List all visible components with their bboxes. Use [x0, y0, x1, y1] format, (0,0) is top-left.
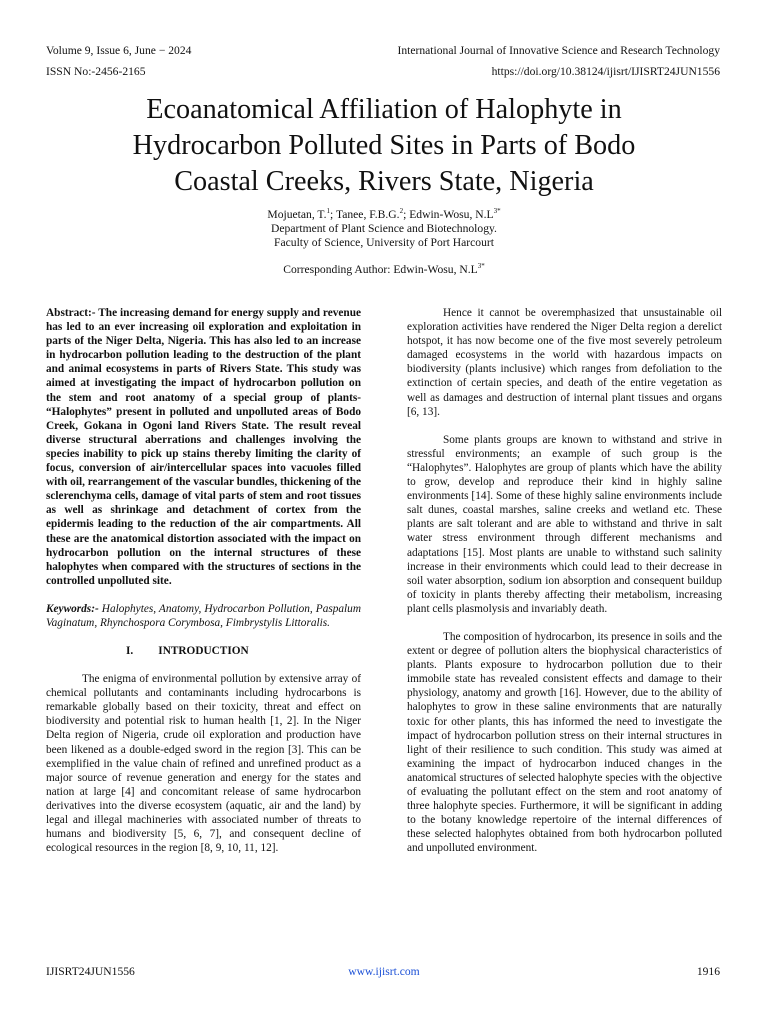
author-name: ; Tanee, F.B.G. — [330, 208, 400, 221]
body-paragraph: Some plants groups are known to withstand and strive in stressful environments; an example of such group is the “Halophytes”. Halophytes are group of plants which have the ability to grow, develop and reproduce their kind in highly saline environments [14]. Some of these highly saline environments include salt dunes, coastal marshes, saline creeks and wetland etc. These plants are salt tolerant and are able to withstand and thrive in salt water stress environment through different mechanisms and adaptations [15]. Most plants are unable to withstand such salinity increase in their environments which could lead to their decrease in soil water absorption, sodium ion absorption and consequent buildup of toxicity in plants thereby affecting their metabolism, increasing plant cells plasmolysis and invariably death. — [407, 433, 722, 615]
journal-name: International Journal of Innovative Science and Research Technology — [397, 44, 720, 57]
affiliation-department: Department of Plant Science and Biotechnology. — [271, 222, 497, 235]
section-heading — [46, 644, 361, 658]
corresponding-author: Corresponding Author: Edwin-Wosu, $N.L^{3*}$ — [283, 262, 485, 276]
title-line: Hydrocarbon Polluted Sites in Parts of Bodo — [132, 130, 636, 161]
author-list — [0, 208, 768, 222]
doi-link[interactable]: https://doi.org/10.38124/ijisrt/IJISRT24JUN1556 — [491, 65, 720, 78]
intro-paragraph: The enigma of environmental pollution by extensive array of chemical pollutants and contaminants including hydrocarbons is remarkable globally based on their toxicity, threat and effect on biodiversity and potential risk to human health [1, 2]. In the Niger Delta region of Nigeria, crude oil exploration and production have been likened as a double-edged sword in the region [3]. This can be exemplified in the value chain of refined and unrefined product as a major source of revenue generation and energy for the states and nation at large [4] and concomitant release of same hydrocarbon derivatives into the diverse ecosystem (aquatic, air and the land) by legal and illegal machineries with associated number of threats to humans and biodiversity [5, 6, 7], and consequent decline of ecological resources in the region [8, 9, 10, 11, 12]. — [46, 673, 361, 855]
issn: ISSN No:-2456-2165 — [46, 65, 146, 78]
affiliation-faculty: Faculty of Science, University of Port Harcourt — [274, 236, 494, 249]
page-number: 1916 — [696, 965, 720, 978]
body-paragraph: The composition of hydrocarbon, its presence in soils and the extent or degree of pollution alters the biophysical characteristics of plants. Plants exposure to hydrocarbon pollution due to their immobile state has revealed consistent effects and damage to their physiology, anatomy and growth [16]. However, due to the ability of halophytes to grow in these saline environments that are naturally toxic for other plants, this has informed the need to investigate the impact of hydrocarbon pollution stress on their internal structures in light of their resilience to such condition. This study was aimed at examining the impact of hydrocarbon induced changes in the anatomical structures of selected halophyte species with the objective of evaluating the pollutant effect on the stem and root anatomy of three halophyte species. Furthermore, it will be significant in adding to the botany knowledge repertoire of the internal differences of these selected halophytes obtained from both hydrocarbon polluted and unpolluted environment. — [407, 630, 722, 855]
author-sup: 2 — [399, 207, 404, 215]
section-number: I. — [126, 645, 134, 658]
author-sup: 3* — [493, 207, 501, 215]
keywords-label: Keywords:- — [46, 602, 99, 615]
left-column — [46, 306, 361, 869]
author-name: Mojuetan, T. — [267, 208, 327, 221]
keywords — [46, 602, 361, 630]
paper-title — [60, 92, 708, 200]
right-column — [407, 306, 722, 869]
volume-info: Volume 9, Issue 6, June − 2024 — [46, 44, 192, 57]
title-line: Coastal Creeks, Rivers State, Nigeria — [174, 166, 594, 197]
keywords-list: Halophytes, Anatomy, Hydrocarbon Pollution, Paspalum Vaginatum, Rhynchospora Corymbosa, Fimbrystylis Littoralis. — [46, 602, 361, 629]
author-name: ; Edwin-Wosu, N.L — [403, 208, 494, 221]
body-paragraph: Hence it cannot be overemphasized that unsustainable oil exploration activities have rendered the Niger Delta region a derelict hotspot, it has now become one of the five most severely petroleum damaged ecosystems in the world with hazardous impacts on biodiversity (plants inclusive) which ranges from defoliation to the extinction of certain species, and death of the entire vegetation as well as damages and destruction of internal plant tissues and organs [6, 13]. — [407, 307, 722, 418]
section-name: INTRODUCTION — [158, 645, 249, 658]
title-line: Ecoanatomical Affiliation of Halophyte in — [146, 94, 622, 125]
footer-website-link[interactable]: www.ijisrt.com — [348, 965, 420, 978]
footer-code: IJISRT24JUN1556 — [46, 965, 135, 978]
abstract: Abstract:- The increasing demand for energy supply and revenue has led to an ever increasing oil exploration and exploitation in parts of the Niger Delta, Nigeria. This has also led to an increase in hydrocarbon pollution leading to the destruction of the plant and animal ecosystems in parts of Rivers State. This study was aimed at investigating the impact of hydrocarbon pollution on the stem and root anatomy of a special group of plants- “Halophytes” present in polluted and unpolluted areas of Bodo Creek, Gokana in Ogoni land Rivers State. The result reveal diverse structural aberrations and challenges involving the species inability to pick up stains thereby limiting the clarity of focus, conversion of air/intercellular spaces into vacuoles filled with oil, rearrangement of the vascular bundles, thickening of the sclerenchyma cells, damage of vital parts of stem and root tissues as well as shrinkage and detachment of cortex from the epidermis leading to the reduction of the air compartments. All these are the anatomical distortion associated with the impact on hydrocarbon pollution on the internal structures of these halophytes when compared with the structures of sections in the controlled unpolluted site. — [46, 307, 361, 587]
author-sup: 1 — [326, 207, 331, 215]
